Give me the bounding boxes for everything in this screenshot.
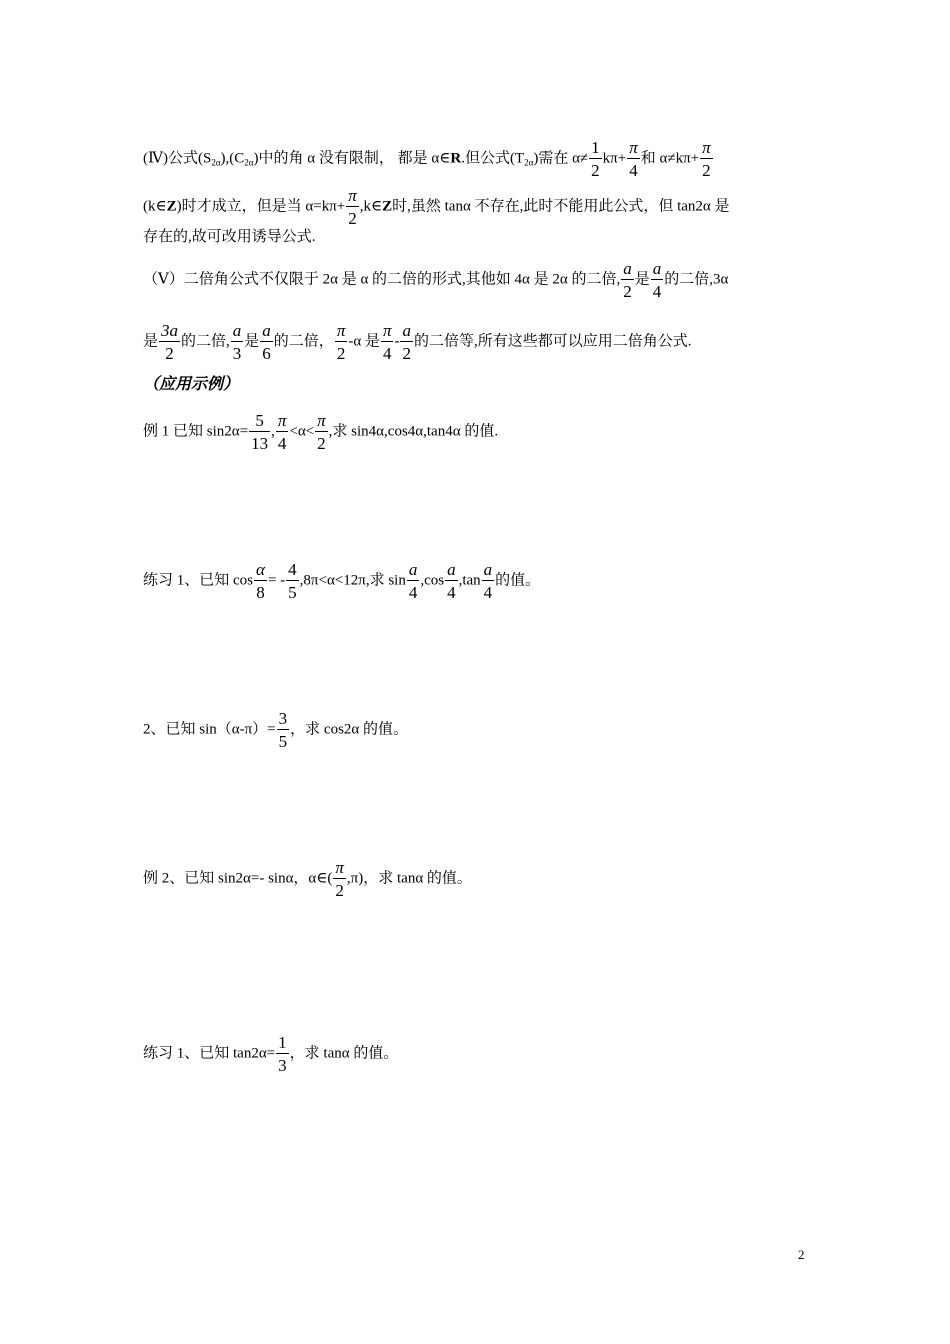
practice-2: 2、已知 sin（α-π）= $\frac{3}{5}$ ，求 cos2α 的值。 xyxy=(143,709,409,751)
fraction-a-over-3: $\frac{a}{3}$ xyxy=(232,321,242,363)
fraction-a-over-2: $\frac{a}{2}$ xyxy=(623,259,632,301)
fraction-3-over-5: $\frac{3}{5}$ xyxy=(278,709,288,751)
fraction-a-over-6: $\frac{a}{6}$ xyxy=(262,321,271,363)
fraction-pi-over-4: $\frac{\pi}{4}$ xyxy=(277,411,287,453)
fraction-a-over-4: $\frac{a}{4}$ xyxy=(447,560,456,602)
fraction-pi-over-4: $\frac{\pi}{4}$ xyxy=(382,321,392,363)
fraction-4-over-5: $\frac{4}{5}$ xyxy=(288,560,297,602)
fraction-pi-over-2: $\frac{\pi}{2}$ xyxy=(702,138,711,180)
fraction-pi-over-2: $\frac{\pi}{2}$ xyxy=(336,321,346,363)
note-iv-line-1: (Ⅳ)公式$(S_{2\alpha}),(C_{2\alpha})$中的角 α 没有限制， 都是 α∈R.但公式$(T_{2\alpha})$需在 α≠ $\frac{1}{2}$ kπ+ $\frac{\pi}{4}$ 和 α≠kπ+ $\frac{\pi}{2}$ xyxy=(143,138,711,180)
fraction-a-over-2: $\frac{a}{2}$ xyxy=(402,321,411,363)
note-iv-line-2: (k∈Z)时才成立，但是当 α=kπ+ $\frac{\pi}{2}$ ,k∈Z时,虽然 tanα 不存在,此时不能用此公式，但 tan2α 是 xyxy=(143,186,730,228)
fraction-one-half: $\frac{1}{2}$ xyxy=(591,138,600,180)
fraction-alpha-over-8: $\frac{\alpha}{8}$ xyxy=(256,560,265,602)
fraction-pi-over-2: $\frac{\pi}{2}$ xyxy=(335,858,344,900)
page-number: 2 xyxy=(798,1247,805,1262)
fraction-5-over-13: $\frac{5}{13}$ xyxy=(251,411,269,453)
fraction-a-over-4: $\frac{a}{4}$ xyxy=(652,259,662,301)
fraction-pi-over-4: $\frac{\pi}{4}$ xyxy=(629,138,638,180)
example-2: 例 2、已知 sin2α=- sinα，α∈( $\frac{\pi}{2}$ ,π)，求 tanα 的值。 xyxy=(143,858,472,900)
practice-1: 练习 1、已知 cos $\frac{\alpha}{8}$ = - $\frac{4}{5}$ ,8π<α<12π,求 sin $\frac{a}{4}$ ,cos $\frac{a}{4}$ ,tan $\frac{a}{4}$ 的值。 xyxy=(143,560,541,602)
practice-3: 练习 1、已知 tan2α= $\frac{1}{3}$ ，求 tanα 的值。 xyxy=(143,1033,399,1075)
fraction-3a-over-2: $\frac{3a}{2}$ xyxy=(161,321,179,363)
fraction-pi-over-2: $\frac{\pi}{2}$ xyxy=(348,186,357,228)
fraction-a-over-4: $\frac{a}{4}$ xyxy=(483,560,493,602)
section-heading: （应用示例） xyxy=(143,376,240,393)
note-v-line-1: （Ⅴ）二倍角公式不仅限于 2α 是 α 的二倍的形式,其他如 4α 是 2α 的二倍, $\frac{a}{2}$ 是 $\frac{a}{4}$ 的二倍,3α xyxy=(143,259,729,301)
fraction-1-over-3: $\frac{1}{3}$ xyxy=(278,1033,287,1075)
note-v-line-2: 是 $\frac{3a}{2}$ 的二倍, $\frac{a}{3}$ 是 $\frac{a}{6}$ 的二倍， $\frac{\pi}{2}$ -α 是 $\frac{\pi}{4}$ - $\frac{a}{2}$ 的二倍等,所有这些都可以应用二倍角公式. xyxy=(143,321,692,363)
example-1: 例 1 已知 sin2α= $\frac{5}{13}$ , $\frac{\pi}{4}$ <α< $\frac{\pi}{2}$ ,求 sin4α,cos4α,tan4α 的值. xyxy=(143,411,499,453)
note-iv-line-3: 存在的,故可改用诱导公式. xyxy=(143,229,316,245)
fraction-a-over-4: $\frac{a}{4}$ xyxy=(408,560,418,602)
fraction-pi-over-2: $\frac{\pi}{2}$ xyxy=(317,411,326,453)
